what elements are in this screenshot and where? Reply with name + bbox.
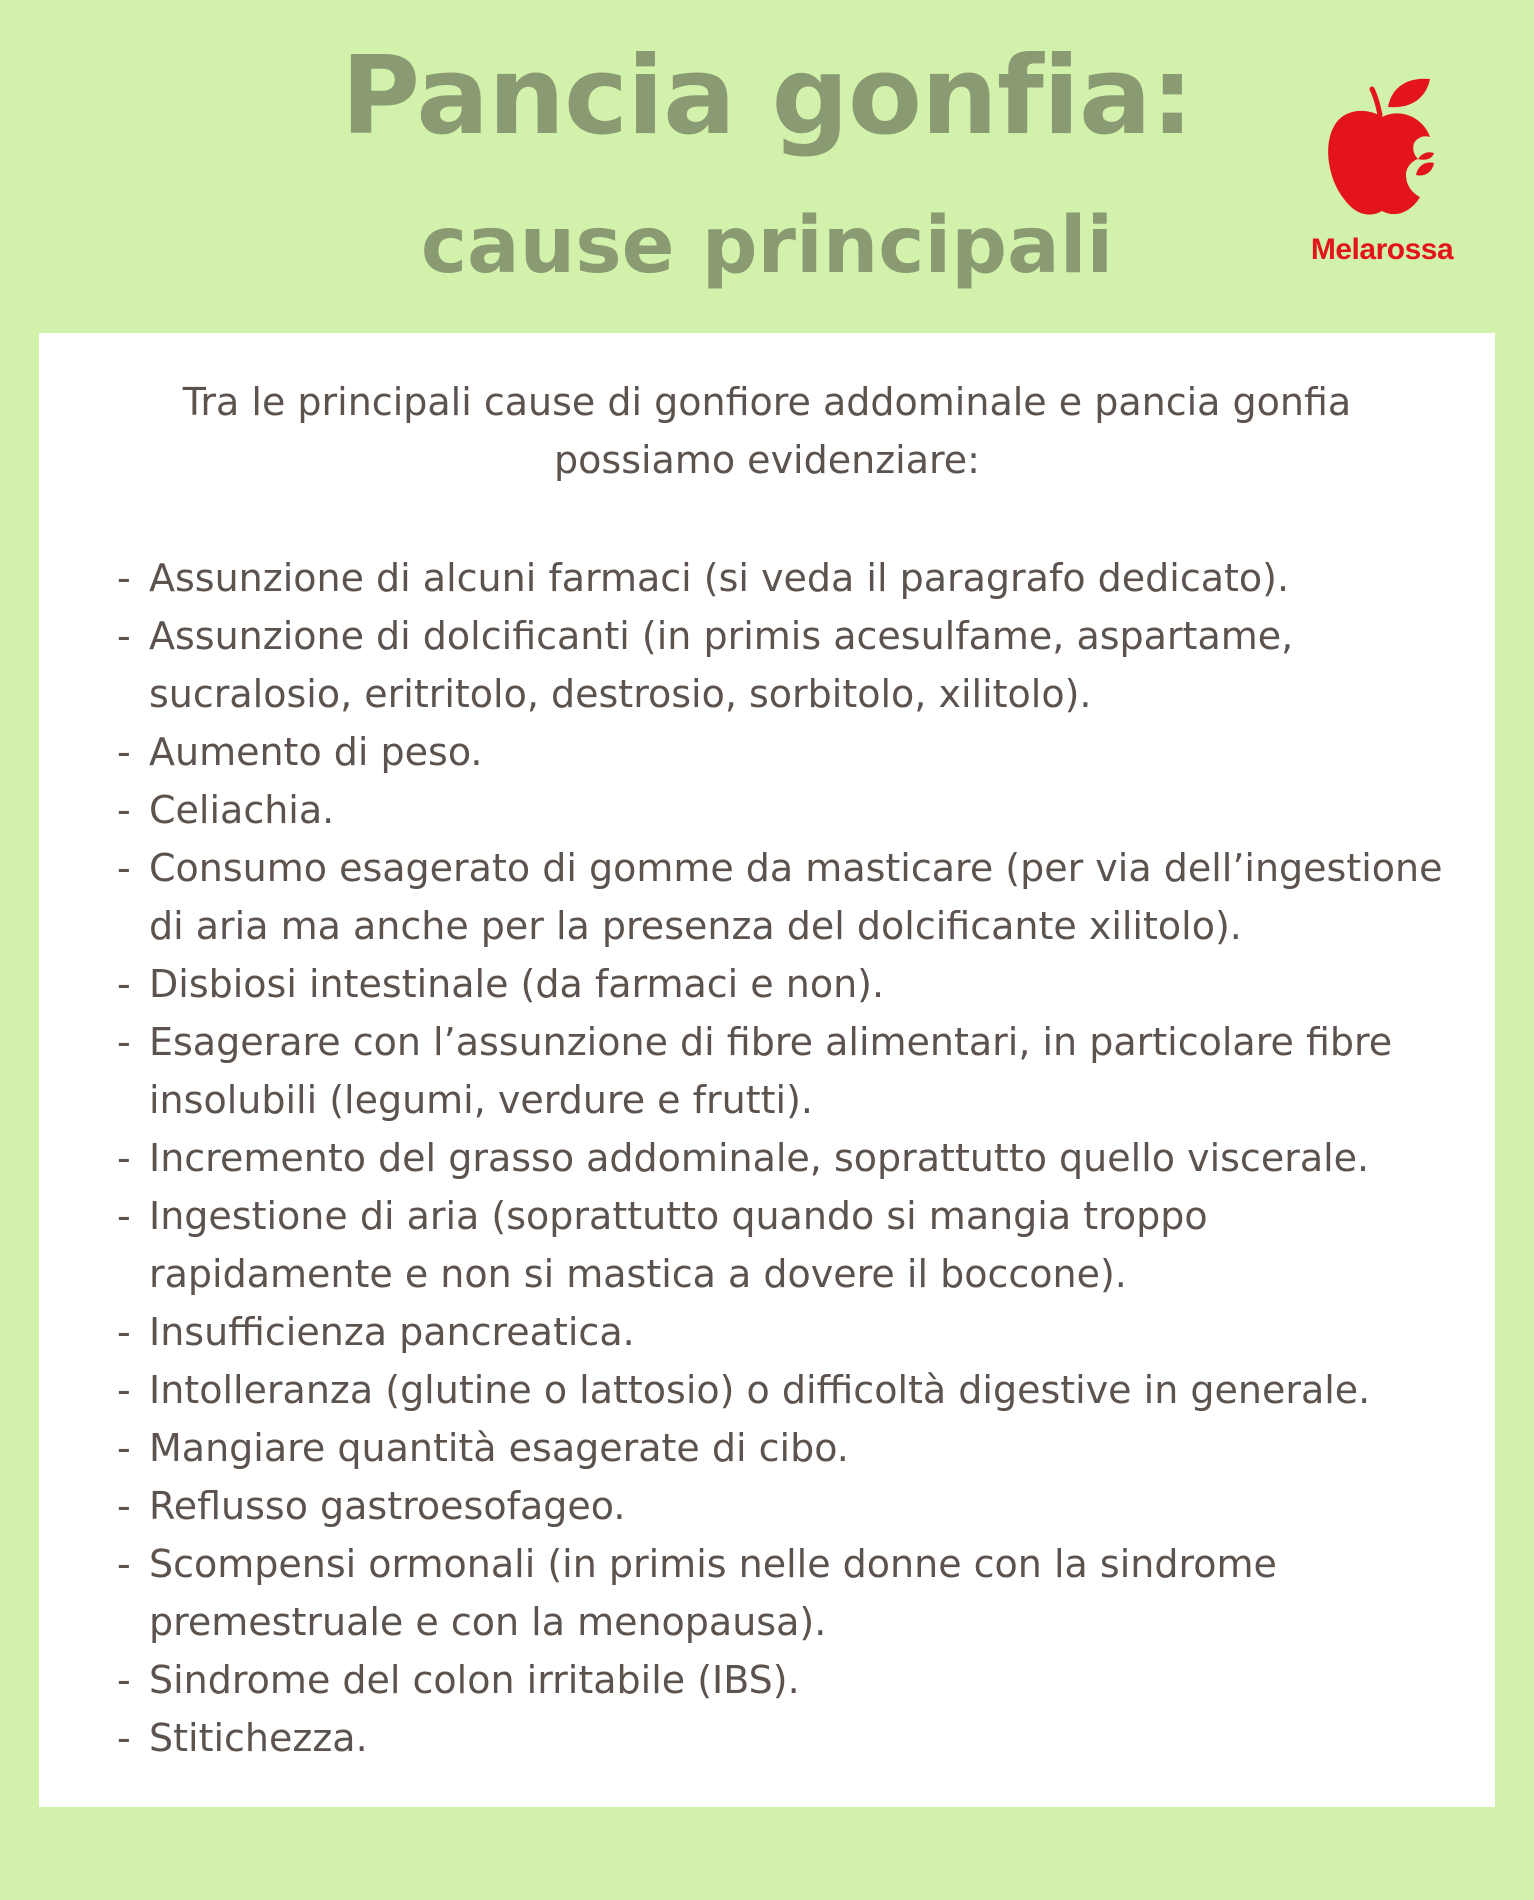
list-item bbox=[117, 1651, 1477, 1709]
list-item-text bbox=[149, 1419, 849, 1477]
list-item-line: Esagerare con l’assunzione di fibre alimentari, in particolare fibre bbox=[149, 1020, 1393, 1064]
list-item bbox=[117, 1709, 1477, 1767]
bullet-dash: - bbox=[117, 1426, 131, 1470]
intro-line: possiamo evidenziare: bbox=[554, 438, 980, 482]
list-item-line: premestruale e con la menopausa). bbox=[149, 1600, 827, 1644]
bullet-dash: - bbox=[117, 730, 131, 774]
causes-list bbox=[117, 549, 1477, 1767]
list-item-line: Consumo esagerato di gomme da masticare (per via dell’ingestione bbox=[149, 846, 1443, 890]
bullet-dash: - bbox=[117, 1658, 131, 1702]
list-item-line: Celiachia. bbox=[149, 788, 335, 832]
list-item bbox=[117, 839, 1477, 955]
list-item bbox=[117, 549, 1477, 607]
bullet-dash: - bbox=[117, 962, 131, 1006]
list-item-text bbox=[149, 781, 334, 839]
list-item bbox=[117, 1477, 1477, 1535]
list-item-text bbox=[149, 1303, 635, 1361]
bullet-dash: - bbox=[117, 1194, 131, 1238]
list-item-line: sucralosio, eritritolo, destrosio, sorbitolo, xilitolo). bbox=[149, 672, 1092, 716]
list-item bbox=[117, 955, 1477, 1013]
list-item-line: Assunzione di alcuni farmaci (si veda il paragrafo dedicato). bbox=[149, 556, 1290, 600]
list-item-line: Stitichezza. bbox=[149, 1716, 368, 1760]
page-subtitle: cause principali bbox=[420, 201, 1114, 291]
red-apple-icon bbox=[1326, 75, 1438, 225]
bullet-dash: - bbox=[117, 1542, 131, 1586]
list-item bbox=[117, 1419, 1477, 1477]
list-item-text bbox=[149, 1361, 1370, 1419]
bullet-dash: - bbox=[117, 846, 131, 890]
bullet-dash: - bbox=[117, 556, 131, 600]
list-item bbox=[117, 1187, 1477, 1303]
list-item-text bbox=[149, 607, 1293, 723]
bullet-dash: - bbox=[117, 1368, 131, 1412]
brand-name: Melarossa bbox=[1310, 233, 1454, 266]
list-item-line: Assunzione di dolcificanti (in primis acesulfame, aspartame, bbox=[149, 614, 1294, 658]
list-item bbox=[117, 1535, 1477, 1651]
list-item-text bbox=[149, 1477, 625, 1535]
list-item-text bbox=[149, 955, 884, 1013]
list-item-text bbox=[149, 1651, 800, 1709]
intro-text bbox=[39, 373, 1495, 489]
list-item-line: Disbiosi intestinale (da farmaci e non). bbox=[149, 962, 885, 1006]
list-item-text bbox=[149, 723, 483, 781]
list-item-text bbox=[149, 1129, 1369, 1187]
bullet-dash: - bbox=[117, 614, 131, 658]
list-item-text bbox=[149, 1709, 368, 1767]
list-item bbox=[117, 1361, 1477, 1419]
bullet-dash: - bbox=[117, 788, 131, 832]
list-item-line: Scompensi ormonali (in primis nelle donne con la sindrome bbox=[149, 1542, 1277, 1586]
list-item-line: Mangiare quantità esagerate di cibo. bbox=[149, 1426, 849, 1470]
bullet-dash: - bbox=[117, 1716, 131, 1760]
list-item-text bbox=[149, 549, 1289, 607]
list-item-line: Intolleranza (glutine o lattosio) o difficoltà digestive in generale. bbox=[149, 1368, 1371, 1412]
list-item bbox=[117, 1013, 1477, 1129]
bullet-dash: - bbox=[117, 1136, 131, 1180]
bullet-dash: - bbox=[117, 1020, 131, 1064]
list-item-line: Sindrome del colon irritabile (IBS). bbox=[149, 1658, 800, 1702]
list-item-line: Insufficienza pancreatica. bbox=[149, 1310, 635, 1354]
bullet-dash: - bbox=[117, 1310, 131, 1354]
list-item-text bbox=[149, 1187, 1208, 1303]
list-item-text bbox=[149, 1013, 1392, 1129]
page-title: Pancia gonfia: bbox=[340, 34, 1193, 159]
list-item-line: Incremento del grasso addominale, soprattutto quello viscerale. bbox=[149, 1136, 1370, 1180]
list-item bbox=[117, 781, 1477, 839]
list-item-line: insolubili (legumi, verdure e frutti). bbox=[149, 1078, 813, 1122]
list-item-text bbox=[149, 1535, 1277, 1651]
intro-line: Tra le principali cause di gonfiore addominale e pancia gonfia bbox=[182, 380, 1352, 424]
bullet-dash: - bbox=[117, 1484, 131, 1528]
list-item-line: Ingestione di aria (soprattutto quando si mangia troppo bbox=[149, 1194, 1208, 1238]
list-item-text bbox=[149, 839, 1443, 955]
list-item-line: di aria ma anche per la presenza del dolcificante xilitolo). bbox=[149, 904, 1242, 948]
list-item bbox=[117, 1303, 1477, 1361]
list-item bbox=[117, 723, 1477, 781]
list-item bbox=[117, 607, 1477, 723]
list-item-line: rapidamente e non si mastica a dovere il boccone). bbox=[149, 1252, 1127, 1296]
list-item-line: Aumento di peso. bbox=[149, 730, 483, 774]
content-card bbox=[39, 333, 1495, 1807]
list-item-line: Reflusso gastroesofageo. bbox=[149, 1484, 626, 1528]
melarossa-logo bbox=[1290, 75, 1474, 275]
list-item bbox=[117, 1129, 1477, 1187]
